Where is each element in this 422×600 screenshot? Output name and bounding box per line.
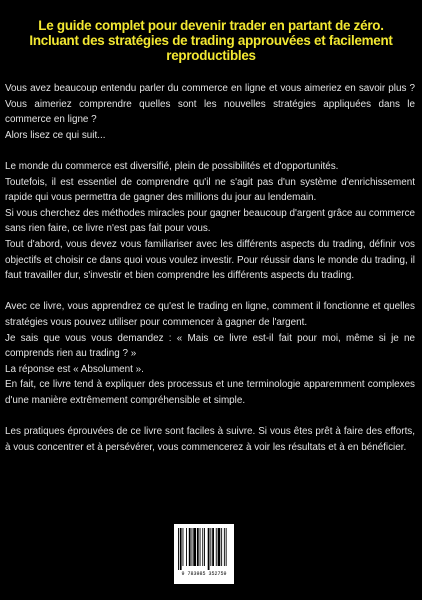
barcode-bar	[178, 528, 179, 570]
barcode-bar	[192, 528, 193, 566]
blurb-text	[5, 81, 415, 455]
paragraph-practices: Les pratiques éprouvées de ce livre sont faciles à suivre. Si vous êtes prêt à faire des efforts, à vous concentrer et à persévérer, vous commencerez à voir les résultats et à en bénéficier.	[5, 426, 415, 453]
barcode-bar	[189, 528, 191, 566]
barcode-bar	[216, 528, 217, 566]
paragraph-answer: La réponse est « Absolument ».	[5, 363, 144, 375]
paragraph-read-on: Alors lisez ce qui suit...	[5, 129, 106, 141]
paragraph-intro: Vous avez beaucoup entendu parler du commerce en ligne et vous aimeriez en savoir plus ? Vous aimeriez comprendre quelles sont les nouvelles stratégies appliquées dans le commerce en ligne ?	[5, 83, 415, 126]
paragraph-world: Le monde du commerce est diversifié, plein de possibilités et d'opportunités.	[5, 160, 339, 172]
paragraph-with-book: Avec ce livre, vous apprendrez ce qu'est le trading en ligne, comment il fonctionne et quelles stratégies vous pouvez utiliser pour commencer à gagner de l'argent.	[5, 301, 415, 328]
barcode-bar	[204, 528, 205, 566]
barcode-bar	[197, 528, 199, 566]
barcode-bar	[226, 528, 227, 566]
isbn-barcode	[174, 524, 234, 584]
paragraph-in-fact: En fait, ce livre tend à expliquer des processus et une terminologie apparemment complexes d'une manière extrêmement compréhensible et simple.	[5, 379, 415, 406]
barcode-number: 9 783985 352759	[181, 571, 227, 577]
barcode-bar	[210, 528, 211, 566]
paragraph-however: Toutefois, il est essentiel de comprendre qu'il ne s'agit pas d'un système d'enrichissement rapide qui vous permettra de gagner des millions du jour au lendemain.	[5, 176, 415, 204]
barcode-bar	[218, 528, 221, 566]
barcode-bar	[202, 528, 203, 566]
barcode-bar	[180, 528, 182, 570]
paragraph-miracle: Si vous cherchez des méthodes miracles pour gagner beaucoup d'argent grâce au commerce sans rien faire, ce livre n'est pas fait pour vous.	[5, 207, 415, 235]
barcode-bar	[221, 528, 222, 566]
barcode-bar	[208, 528, 210, 570]
barcode-bar	[193, 528, 196, 566]
barcode-bar	[200, 528, 201, 566]
barcode-bars	[177, 528, 231, 570]
headline-line-3: reproductibles	[166, 48, 256, 63]
paragraph-question: Je sais que vous vous demandez : « Mais ce livre est-il fait pour moi, même si je ne comprends rien au trading ? »	[5, 332, 415, 360]
barcode-bar	[183, 528, 184, 566]
cover-headline	[10, 18, 412, 63]
barcode-bar	[186, 528, 187, 566]
barcode-bar	[224, 528, 225, 566]
paragraph-first: Tout d'abord, vous devez vous familiariser avec les différents aspects du trading, définir vos objectifs et choisir ce dans quoi vous voulez investir. Pour réussir dans le monde du trading, il faut travailler dur, s'investir et bien comprendre les différents aspects du trading.	[5, 238, 415, 282]
headline-line-2: Incluant des stratégies de trading approuvées et facilement	[29, 33, 393, 48]
headline-line-1: Le guide complet pour devenir trader en partant de zéro.	[38, 18, 384, 33]
barcode-bar	[212, 528, 214, 566]
